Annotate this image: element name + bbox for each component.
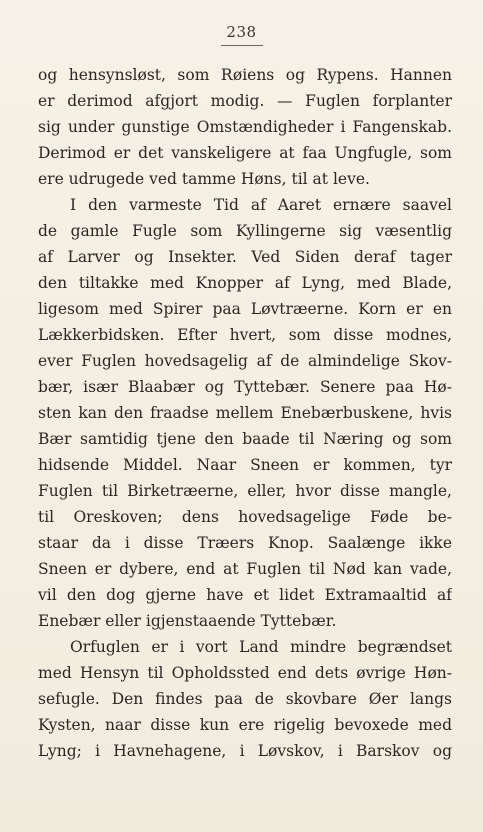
- text-line: vil den dog gjerne have et lidet Extramaaltid af: [38, 586, 452, 604]
- body-text: [38, 62, 452, 764]
- text-line: ere udrugede ved tamme Høns, til at leve.: [38, 170, 370, 188]
- text-line: ligesom med Spirer paa Løvtræerne. Korn er en: [38, 300, 452, 318]
- text-line: hidsende Middel. Naar Sneen er kommen, tyr: [38, 456, 452, 474]
- text-line: Bær samtidig tjene den baade til Næring og som: [38, 430, 452, 448]
- text-line: Fuglen til Birketræerne, eller, hvor disse mangle,: [38, 482, 452, 500]
- paragraph-start-line: I den varmeste Tid af Aaret ernære saavel: [70, 196, 452, 214]
- text-line: ever Fuglen hovedsagelig af de almindelige Skov-: [38, 352, 452, 370]
- text-line: bær, især Blaabær og Tyttebær. Senere paa Hø-: [38, 378, 452, 396]
- page-number-rule: [221, 45, 263, 46]
- text-line: sten kan den fraadse mellem Enebærbuskene, hvis: [38, 404, 452, 422]
- text-line: de gamle Fugle som Kyllingerne sig væsentlig: [38, 222, 452, 240]
- text-line: af Larver og Insekter. Ved Siden deraf tager: [38, 248, 452, 266]
- text-line: Lyng; i Havnehagene, i Løvskov, i Barskov og: [38, 742, 452, 760]
- text-line: sefugle. Den findes paa de skovbare Øer langs: [38, 690, 452, 708]
- text-line: Sneen er dybere, end at Fuglen til Nød kan vade,: [38, 560, 452, 578]
- text-line: Lækkerbidsken. Efter hvert, som disse modnes,: [38, 326, 452, 344]
- text-line: sig under gunstige Omstændigheder i Fangenskab.: [38, 118, 452, 136]
- text-line: Enebær eller igjenstaaende Tyttebær.: [38, 612, 337, 630]
- text-line: til Oreskoven; dens hovedsagelige Føde be-: [38, 508, 452, 526]
- page-number: 238: [226, 23, 257, 41]
- text-line: og hensynsløst, som Røiens og Rypens. Hannen: [38, 66, 452, 84]
- text-line: med Hensyn til Opholdssted end dets øvrige Høn-: [38, 664, 452, 682]
- text-line: Kysten, naar disse kun ere rigelig bevoxede med: [38, 716, 452, 734]
- text-line: Derimod er det vanskeligere at faa Ungfugle, som: [38, 144, 452, 162]
- text-line: staar da i disse Træers Knop. Saalænge ikke: [38, 534, 452, 552]
- paragraph-start-line: Orfuglen er i vort Land mindre begrændset: [70, 638, 452, 656]
- text-line: den tiltakke med Knopper af Lyng, med Blade,: [38, 274, 452, 292]
- text-line: er derimod afgjort modig. — Fuglen forplanter: [38, 92, 452, 110]
